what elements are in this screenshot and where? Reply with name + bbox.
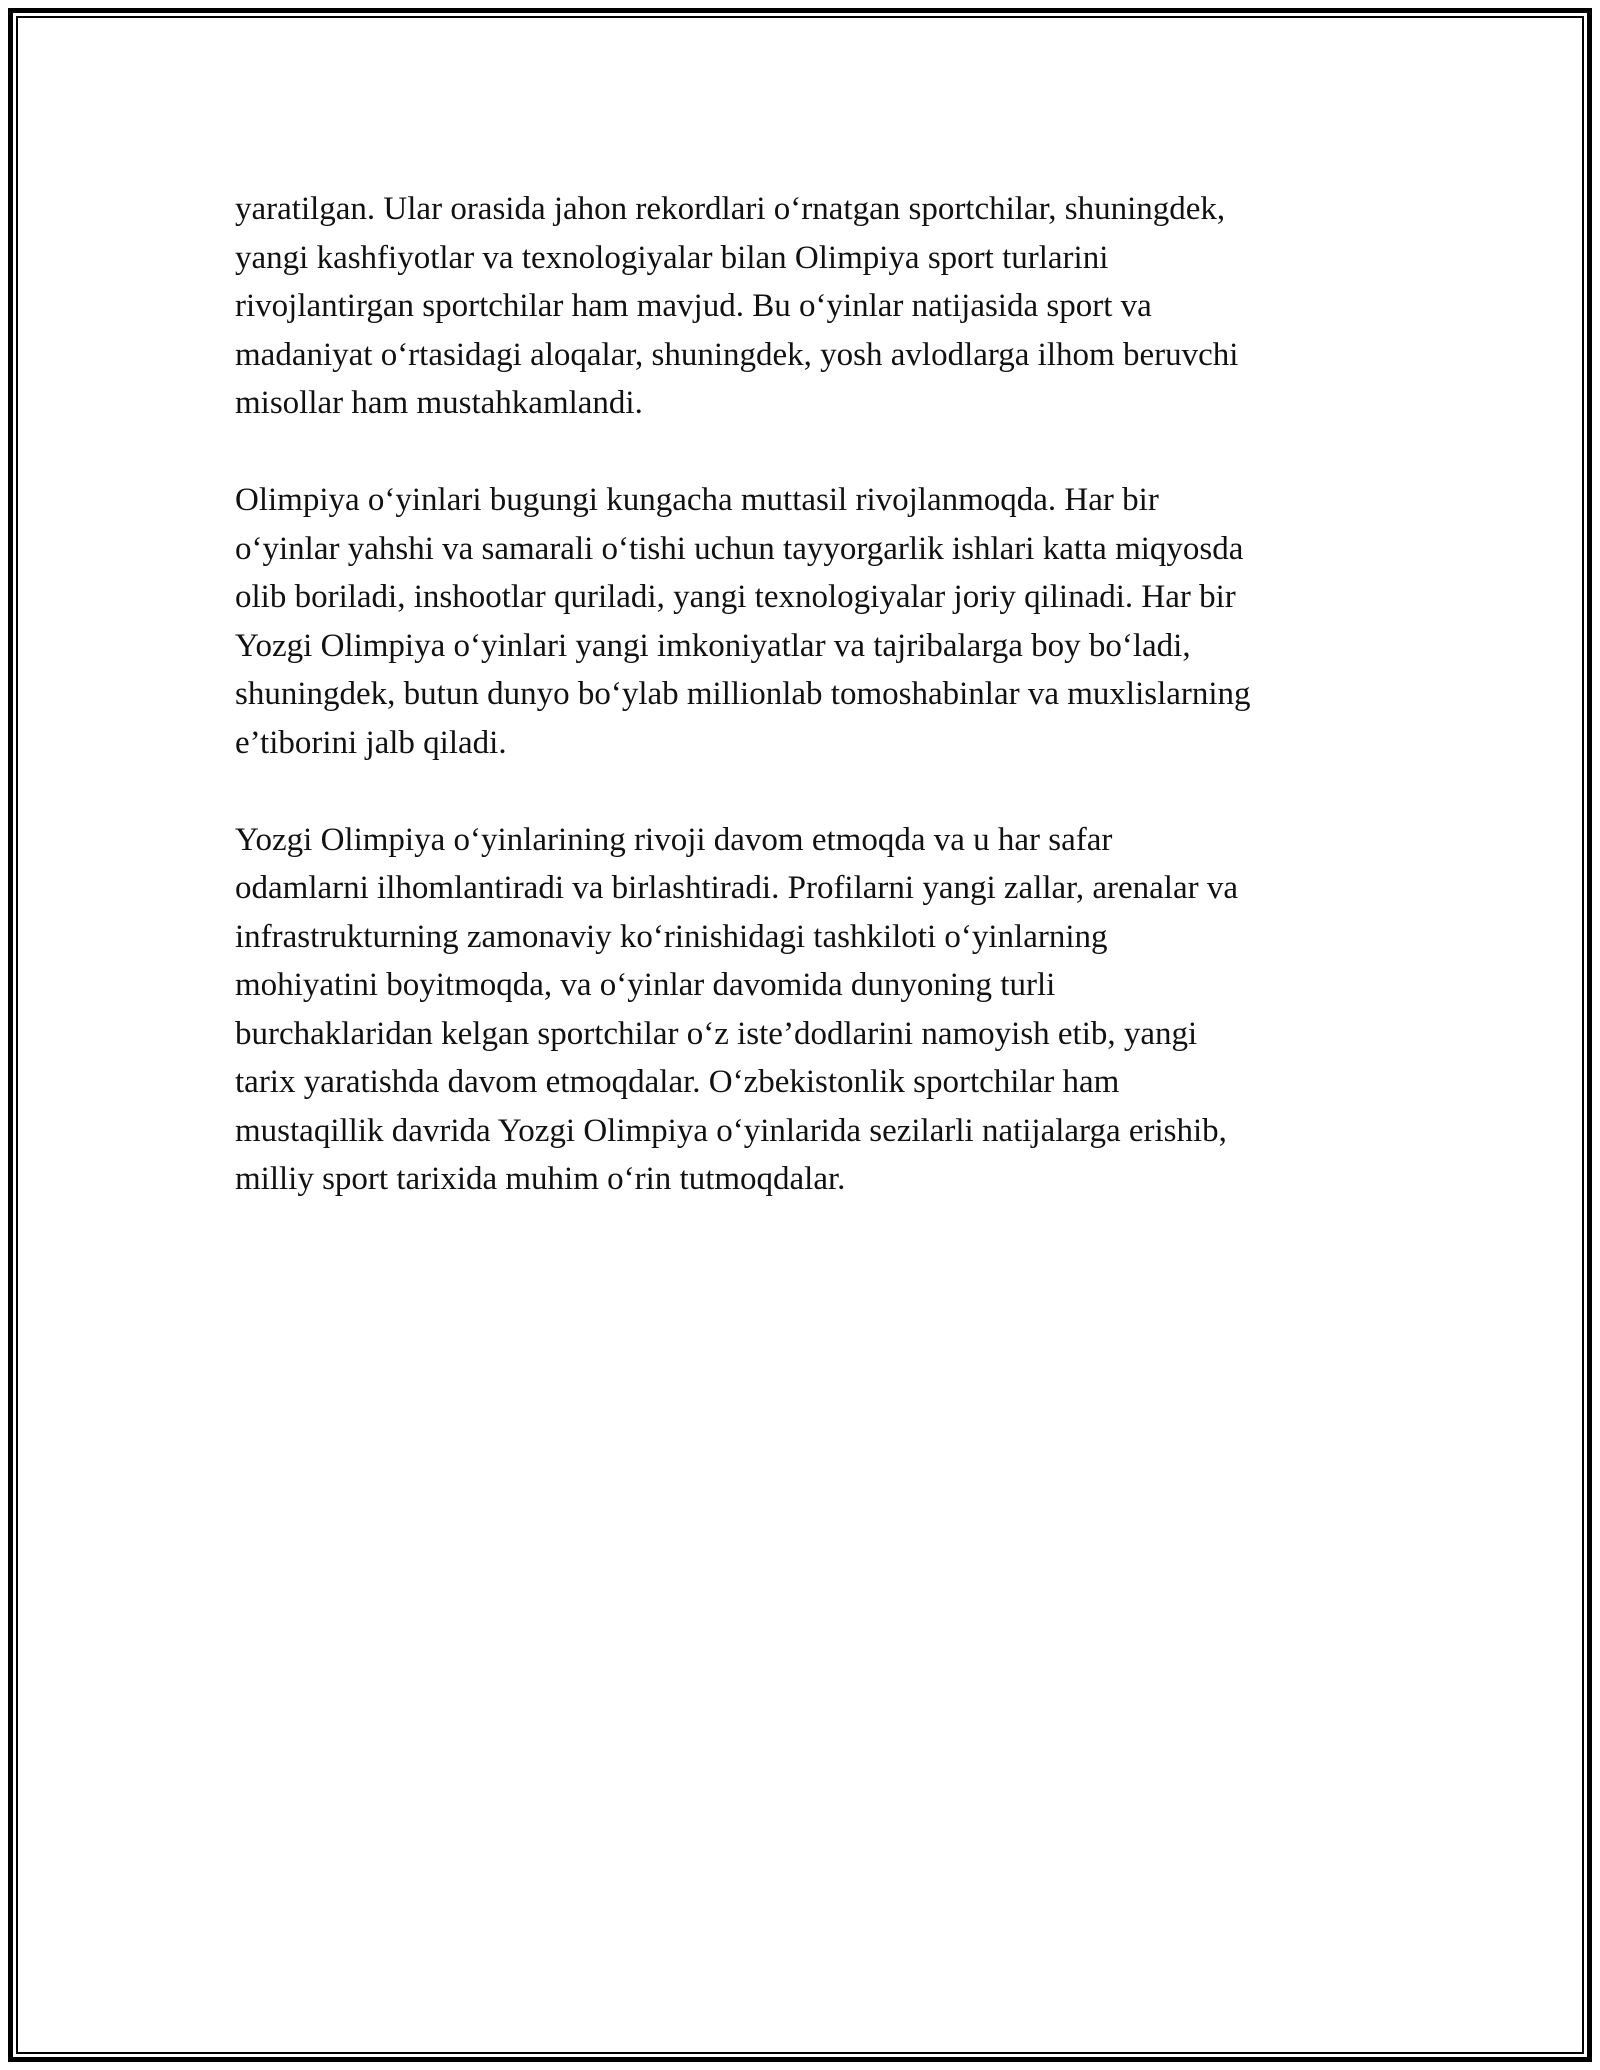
text-line: tarix yaratishda davom etmoqdalar. O‘zbekistonlik sportchilar ham (235, 1064, 1120, 1100)
paragraph-1 (235, 185, 1375, 428)
paragraph-2 (235, 476, 1375, 767)
text-line: yangi kashfiyotlar va texnologiyalar bilan Olimpiya sport turlarini (235, 239, 1109, 276)
text-line: Yozgi Olimpiya o‘yinlarining rivoji davom etmoqda va u har safar (235, 821, 1113, 858)
text-line: burchaklaridan kelgan sportchilar o‘z iste’dodlarini namoyish etib, yangi (235, 1015, 1198, 1052)
text-line: shuningdek, butun dunyo bo‘ylab millionlab tomoshabinlar va muxlislarning (235, 676, 1251, 712)
text-line: mustaqillik davrida Yozgi Olimpiya o‘yinlarida sezilarli natijalarga erishib, (235, 1112, 1227, 1149)
text-line: o‘yinlar yahshi va samarali o‘tishi uchun tayyorgarlik ishlari katta miqyosda (235, 530, 1244, 567)
text-line: Yozgi Olimpiya o‘yinlari yangi imkoniyatlar va tajribalarga boy bo‘ladi, (235, 627, 1191, 664)
text-line: odamlarni ilhomlantiradi va birlashtiradi. Profilarni yangi zallar, arenalar va (235, 870, 1238, 906)
text-line: madaniyat o‘rtasidagi aloqalar, shuningdek, yosh avlodlarga ilhom beruvchi (235, 336, 1239, 373)
text-line: Olimpiya o‘yinlari bugungi kungacha muttasil rivojlanmoqda. Har bir (235, 482, 1159, 518)
text-line: infrastrukturning zamonaviy ko‘rinishidagi tashkiloti o‘yinlarning (235, 918, 1108, 955)
text-line: milliy sport tarixida muhim o‘rin tutmoqdalar. (235, 1161, 846, 1197)
text-line: mohiyatini boyitmoqda, va o‘yinlar davomida dunyoning turli (235, 967, 1056, 1003)
paragraph-3 (235, 816, 1375, 1204)
text-line: e’tiborini jalb qiladi. (235, 724, 507, 761)
document-body (235, 185, 1375, 1252)
text-line: olib boriladi, inshootlar quriladi, yangi texnologiyalar joriy qilinadi. Har bir (235, 579, 1236, 615)
text-line: misollar ham mustahkamlandi. (235, 385, 643, 421)
text-line: rivojlantirgan sportchilar ham mavjud. Bu o‘yinlar natijasida sport va (235, 288, 1152, 324)
text-line: yaratilgan. Ular orasida jahon rekordlari o‘rnatgan sportchilar, shuningdek, (235, 191, 1226, 227)
